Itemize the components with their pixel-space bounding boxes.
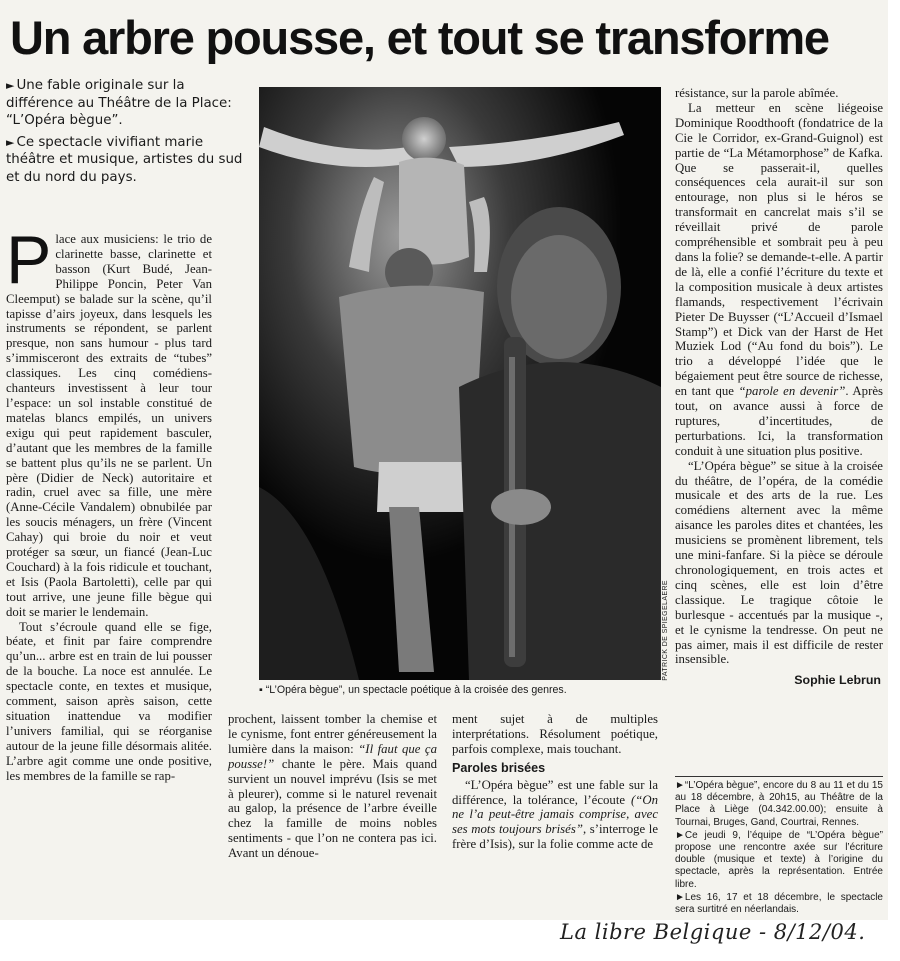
- practical-info-box: [675, 776, 883, 917]
- handwritten-source-note: La libre Belgique - 8/12/04.: [560, 920, 866, 944]
- paragraph: La metteur en scène liégeoise Dominique Roodthooft (fondatrice de la Cie le Corridor, ex-Grand-Guignol) est partie de “La Métamorphose” de Kafka. Que se passerait-il, quelles conséquences cela aurait-il sur son entourage, non plus si le héros se transformait en cancrelat mais s’il se réveillait privé de parole compréhensible et sombrait peu à peu dans la folie? se demande-t-elle. A partir de là, elle a confié l’écriture du texte et la composition musicale à deux artistes flamands, respectivement l’écrivain Pieter De Buysser (“L’Accueil d’Ismael Stamp”) et Dick van der Harst de Het Muziek Lod (“Au fond du bois”). Le trio a développé l’idée que le bégaiement peut être source de richesse, en tant que “parole en devenir”. Après tout, on avance aussi à force de ruptures, d’incertitudes, de perturbations. Ici, la transformation conduit à une situation plus positive.: [675, 100, 883, 458]
- paragraph: résistance, sur la parole abîmée.: [675, 86, 839, 100]
- caption-bullet-icon: ▪: [259, 684, 263, 696]
- paragraph: “L’Opéra bègue” se situe à la croisée du théâtre, de l’opéra, de la comédie musicale et des arts de la rue. Les comédiens alternent avec la même aisance les paroles dites et chantées, les musiciens se promènent librement, tels une mini-fanfare. Si la pièce se déroule chronologiquement, en trois actes et cinq scènes, elle est loin d’être classique. Le tragique côtoie le burlesque - accentués par la musique -, et le cynisme la tendresse. On peut ne pas aimer, mais il est difficile de rester insensible.: [675, 458, 883, 667]
- photo-credit: PATRICK DE SPIEGELAERE: [662, 580, 669, 681]
- lead-item: ► Ce spectacle vivifiant marie théâtre et musique, artistes du sud et du nord du pays.: [6, 134, 243, 185]
- photo-caption: ▪ “L’Opéra bègue”, un spectacle poétique à la croisée des genres.: [259, 684, 567, 696]
- subheading: Paroles brisées: [452, 760, 546, 775]
- drop-cap: P: [6, 222, 52, 298]
- paragraph: “L’Opéra bègue” est une fable sur la différence, la tolérance, l’écoute (“On ne l’a peut-être jamais comprise, avec ses mots toujours brisés”, s’interroge le frère d’Isis), sur la folie comme acte de: [452, 777, 658, 852]
- article-column-4: [675, 86, 883, 692]
- author-signature: Sophie Lebrun: [794, 673, 881, 688]
- info-item: ►“L’Opéra bègue”, encore du 8 au 11 et du 15 au 18 décembre, à 20h15, au Théâtre de la Place à Liège (04.342.00.00); ensuite à Tournai, Bruges, Gand, Courtrai, Rennes.: [675, 780, 883, 828]
- article-column-1: [6, 222, 212, 784]
- lead-item: ► Une fable originale sur la différence au Théâtre de la Place: “L’Opéra bègue”.: [6, 78, 232, 129]
- article-column-3: [452, 712, 658, 852]
- bullet-icon: ►: [675, 829, 685, 841]
- stage-photo: [259, 87, 661, 680]
- paragraph: prochent, laissent tomber la chemise et le cynisme, font entrer généreusement la lumière dans la maison: “Il faut que ça pousse!” chante le père. Mais quand survient un nouvel imprévu (Isis se met à pleurer), comme si le naturel revenait au galop, la présence de l’arbre éveille chez la famille de moins nobles sentiments - que l’on ne contera pas ici. Avant un dénoue-: [228, 712, 437, 861]
- headline: Un arbre pousse, et tout se transforme: [10, 11, 829, 64]
- performers-photo: [259, 87, 661, 680]
- bullet-icon: ►: [675, 780, 685, 791]
- article-column-2: [228, 712, 437, 861]
- paragraph: ment sujet à de multiples interprétations. Résolument poétique, parfois complexe, mais touchant.: [452, 712, 658, 756]
- paragraph: Tout s’écroule quand elle se fige, béate, et finit par faire comprendre qu’un... arbre est en train de lui pousser de la bouche. La noce est annulée. Le spectacle conte, en textes et musique, comment, saison après saison, cette situation inattendue va modifier l’univers familial, qui se réorganise autour de la jeune fille désormais alitée. L’arbre agit comme une onde positive, les membres de la famille se rap-: [6, 619, 212, 783]
- lead-summary: [6, 77, 252, 191]
- bullet-icon: ►: [6, 79, 15, 92]
- paragraph: Place aux musiciens: le trio de clarinette basse, clarinette et basson (Kurt Budé, Jean-Philippe Poncin, Peter Van Cleemput) se balade sur la scène, qu’il tapisse d’airs joyeux, dans lesquels les instruments se répondent, se parlent presque, non sans humour - plus tard s’immisceront des extraits de “tubes” classiques. Les cinq comédiens-chanteurs investissent à leur tour l’espace: un sol instable constitué de matelas blancs empilés, un univers exigu qui peut rapidement basculer, d’autant que les membres de la famille se battent plus qu’ils ne se parlent. Un père (Didier de Neck) autoritaire et radin, cruel avec sa fille, une mère (Anne-Cécile Vandalem) obnubilée par les soucis ménagers, un frère (Vincent Cahay) qui broie du noir et veut protéger sa sœur, un fiancé (Jean-Luc Couchard) à la fois ridicule et touchant, et Isis (Paola Bartoletti), celle par qui tout arrive, une jeune fille bègue qui doit se marier le lendemain.: [6, 222, 212, 619]
- info-item: ►Les 16, 17 et 18 décembre, le spectacle sera surtitré en néerlandais.: [675, 891, 883, 916]
- bullet-icon: ►: [6, 135, 15, 149]
- info-item: ►Ce jeudi 9, l’équipe de “L’Opéra bègue” propose une rencontre axée sur l’écriture double (musique et texte) à l’origine du spectacle, après la représentation. Entrée libre.: [675, 829, 883, 890]
- bullet-icon: ►: [675, 891, 685, 903]
